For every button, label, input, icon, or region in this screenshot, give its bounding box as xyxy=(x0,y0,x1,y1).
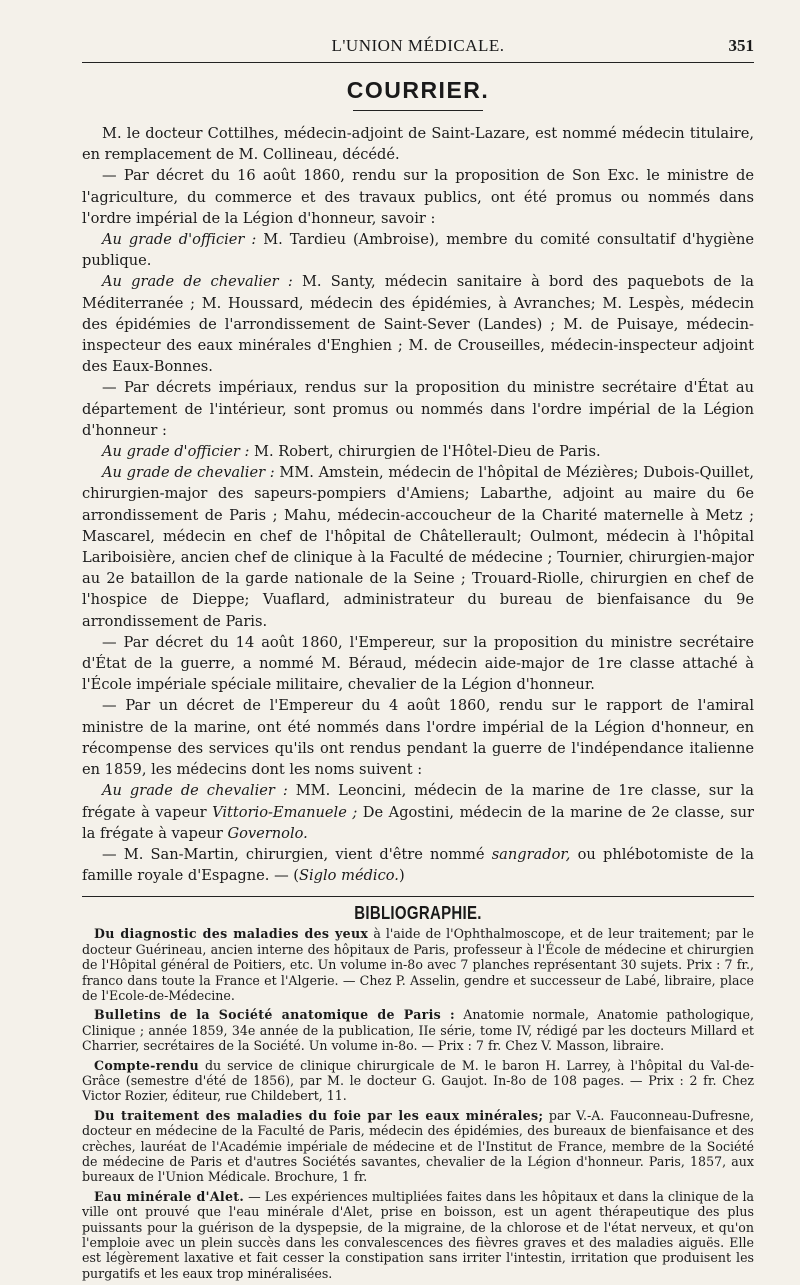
bibliographie-section xyxy=(82,905,754,1281)
journal-title: L'UNION MÉDICALE. xyxy=(331,36,505,55)
paragraph: Au grade de chevalier : MM. Amstein, médecin de l'hôpital de Mézières; Dubois-Quillet, chirurgien-major des sapeurs-pompiers d'Amiens; Labarthe, adjoint au maire du 6e arrondissement de Paris ; Mahu, médecin-accoucheur de la Charité maternelle à Metz ; Mascarel, médecin en chef de l'hôpital de Châtellerault; Oulmont, médecin à l'hôpital Lariboisière, ancien chef de clinique à la Faculté de médecine ; Tournier, chirurgien-major au 2e bataillon de la garde nationale de la Seine ; Trouard-Riolle, chirurgien en chef de l'hospice de Dieppe; Vuaflard, administrateur du bureau de bienfaisance du 9e arrondissement de Paris. xyxy=(82,464,754,630)
paragraph: — Par un décret de l'Empereur du 4 août 1860, rendu sur le rapport de l'amiral ministre de la marine, ont été nommés dans l'ordre impérial de la Légion d'honneur, en récompense des services qu'ils ont rendus pendant la guerre de l'indépendance italienne en 1859, les médecins dont les noms suivent : xyxy=(82,697,754,779)
paragraph: Au grade de chevalier : MM. Leoncini, médecin de la marine de 1re classe, sur la frégate à vapeur Vittorio-Emanuele ; De Agostini, médecin de la marine de 2e classe, sur la frégate à vapeur Governolo. xyxy=(82,782,754,842)
biblio-entry: Du diagnostic des maladies des yeux à l'aide de l'Ophthalmoscope, et de leur traitement; par le docteur Guérineau, ancien interne des hôpitaux de Paris, professeur à l'École de médecine et chirurgien de l'Hôpital général de Poitiers, etc. Un volume in-8o avec 7 planches représentant 30 sujets. Prix : 7 fr., franco dans toute la France et l'Algerie. — Chez P. Asselin, gendre et successeur de Labé, libraire, place de l'Ecole-de-Médecine. xyxy=(82,926,754,1003)
biblio-entry: Du traitement des maladies du foie par les eaux minérales; par V.-A. Fauconneau-Dufresne, docteur en médecine de la Faculté de Paris, médecin des épidémies, des bureaux de bienfaisance et des crèches, lauréat de l'Académie impériale de médecine et de l'Institut de France, membre de la Société de médecine de Paris et d'autres Sociétés savantes, chevalier de la Légion d'honneur. Paris, 1857, aux bureaux de l'Union Médicale. Brochure, 1 fr. xyxy=(82,1107,754,1185)
page-number: 351 xyxy=(728,36,754,55)
biblio-entry: Compte-rendu du service de clinique chirurgicale de M. le baron H. Larrey, à l'hôpital du Val-de-Grâce (semestre d'été de 1856), par M. le docteur G. Gaujot. In-8o de 108 pages. — Prix : 2 fr. Chez Victor Rozier, éditeur, rue Childebert, 11. xyxy=(82,1057,754,1104)
paragraph: Au grade de chevalier : M. Santy, médecin sanitaire à bord des paquebots de la Méditerranée ; M. Houssard, médecin des épidémies, à Avranches; M. Lespès, médecin des épidémies de l'arrondissement de Saint-Sever (Landes) ; M. de Puisaye, médecin-inspecteur des eaux minérales d'Enghien ; M. de Crouseilles, médecin-inspecteur adjoint des Eaux-Bonnes. xyxy=(82,273,754,376)
paragraph: — Par décret du 16 août 1860, rendu sur la proposition de Son Exc. le ministre de l'agriculture, du commerce et des travaux publics, ont été promus ou nommés dans l'ordre impérial de la Légion d'honneur, savoir : xyxy=(82,167,754,227)
running-header xyxy=(82,30,754,63)
page xyxy=(82,30,754,1285)
biblio-entry: Eau minérale d'Alet. — Les expériences multipliées faites dans les hôpitaux et dans la clinique de la ville ont prouvé que l'eau minérale d'Alet, prise en boisson, est un agent thérapeutique des plus puissants pour la guérison de la dyspepsie, de la migraine, de la chlorose et de l'état nerveux, et qu'on l'emploie avec un plein succès dans les convalescences des fièvres graves et des maladies aiguës. Elle est légèrement laxative et fait cesser la constipation sans irriter l'intestin, irritation que produisent les purgatifs et les eaux trop minéralisées. xyxy=(82,1188,754,1281)
paragraph: Au grade d'officier : M. Robert, chirurgien de l'Hôtel-Dieu de Paris. xyxy=(102,443,601,461)
bibliographie-title: BIBLIOGRAPHIE. xyxy=(354,903,482,925)
courrier-title: COURRIER. xyxy=(346,77,490,103)
paragraph: — Par décret du 14 août 1860, l'Empereur, sur la proposition du ministre secrétaire d'État de la guerre, a nommé M. Béraud, médecin aide-major de 1re classe attaché à l'École impériale spéciale militaire, chevalier de la Légion d'honneur. xyxy=(82,633,754,694)
paragraph: — M. San-Martin, chirurgien, vient d'être nommé sangrador, ou phlébotomiste de la famille royale d'Espagne. — (Siglo médico.) xyxy=(82,845,754,885)
title-rule xyxy=(353,110,483,111)
paragraph: M. le docteur Cottilhes, médecin-adjoint de Saint-Lazare, est nommé médecin titulaire, en remplacement de M. Collineau, décédé. xyxy=(82,125,754,164)
section-divider xyxy=(82,896,754,897)
biblio-entry: Bulletins de la Société anatomique de Paris : Anatomie normale, Anatomie pathologique, Clinique ; année 1859, 34e année de la publication, IIe série, tome IV, rédigé par les docteurs Millard et Charrier, secrétaires de la Société. Un volume in-8o. — Prix : 7 fr. Chez V. Masson, libraire. xyxy=(82,1007,754,1054)
paragraph: Au grade d'officier : M. Tardieu (Ambroise), membre du comité consultatif d'hygiène publique. xyxy=(82,231,755,270)
courrier-section xyxy=(82,77,754,886)
paragraph: — Par décrets impériaux, rendus sur la proposition du ministre secrétaire d'État au département de l'intérieur, sont promus ou nommés dans l'ordre impérial de la Légion d'honneur : xyxy=(82,379,754,439)
